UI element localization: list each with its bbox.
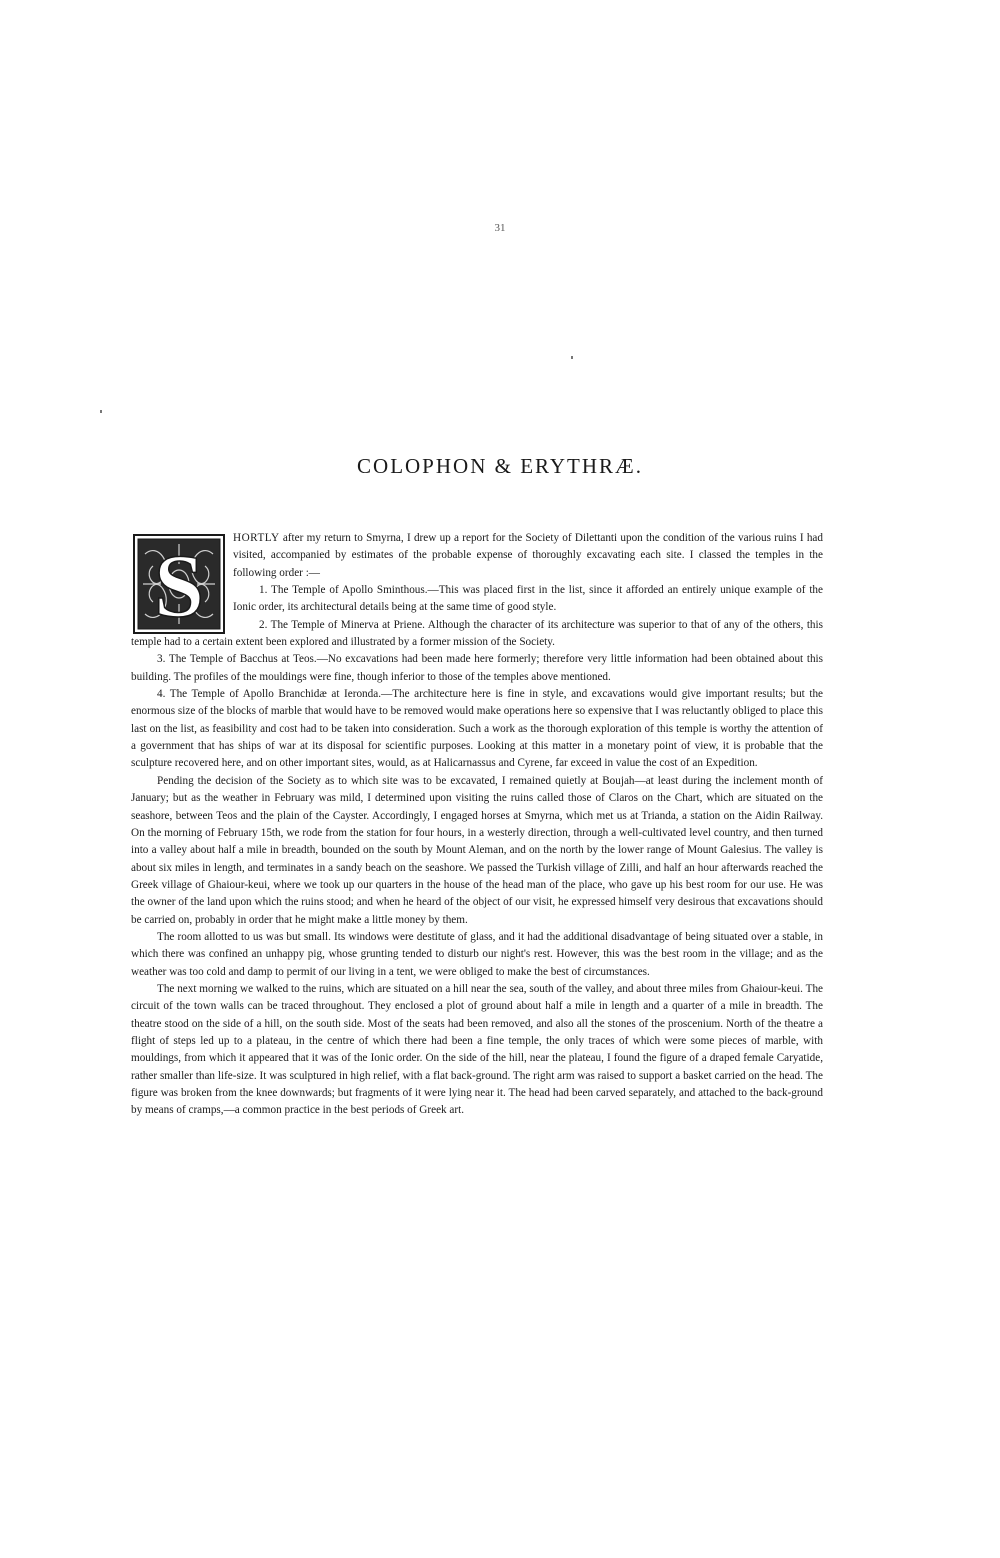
print-speck [100, 410, 102, 413]
ornamental-drop-cap-icon [133, 534, 225, 634]
drop-cap-letter: S [153, 537, 205, 634]
paragraph-item-4: 4. The Temple of Apollo Branchidæ at Ieronda.—The architecture here is fine in style, and excavations would give important results; but the enormous size of the blocks of marble that would have to be removed would make operations here so expensive that I was reluctantly obliged to place this last on the list, as feasibility and cost had to be taken into consideration. Such a work as the thorough exploration of this temple is worthy the attention of a government that has ships of war at its disposal for scientific purposes. Looking at this matter in a monetary point of view, it is probable that the sculpture recovered here, and on other important sites, would, as at Halicarnassus and Cyrene, far exceed in value the cost of an Expedition. [131, 688, 823, 770]
lead-word: HORTLY [233, 532, 280, 544]
paragraph-journey: Pending the decision of the Society as to which site was to be excavated, I remained quietly at Boujah—at least during the inclement month of January; but as the weather in February was mild, I determined upon visiting the ruins called those of Claros on the Chart, which are situated on the seashore, between Teos and the plain of the Cayster. Accordingly, I engaged horses at Smyrna, which met us at Trianda, a station on the Aidin Railway. On the morning of February 15th, we rode from the station for four hours, in a westerly direction, through a well-cultivated level country, and then turned into a valley about half a mile in breadth, bounded on the south by Mount Aleman, and on the north by the lower range of Mount Galesius. The valley is about six miles in length, and terminates in a sandy beach on the seashore. We passed the Turkish village of Zilli, and half an hour afterwards reached the Greek village of Ghaiour-keui, where we took up our quarters in the house of the head man of the place, who gave up his best room for our use. He was the owner of the land upon which the ruins stood; and when he heard of the object of our visit, he expressed himself very desirous that excavations should be carried on, probably in order that he might make a little money by them. [131, 774, 823, 926]
page-number: 31 [494, 222, 506, 234]
paragraph-intro [131, 530, 823, 582]
paragraph-item-1: 1. The Temple of Apollo Sminthous.—This was placed first in the list, since it afforded an entirely unique example of the Ionic order, its architectural details being at the same time of good style. [233, 584, 823, 614]
chapter-title: COLOPHON & ERYTHRÆ. [357, 454, 643, 478]
paragraph-item-2: 2. The Temple of Minerva at Priene. Although the character of its architecture was superior to that of any of the others, this temple had to a certain extent been explored and illustrated by a former mission of the Society. [131, 618, 823, 649]
paragraph-room: The room allotted to us was but small. Its windows were destitute of glass, and it had the additional disadvantage of being situated over a stable, in which there was confined an unhappy pig, whose grunting tended to disturb our night's rest. However, this was the best room in the village; and as the weather was too cold and damp to permit of our living in a tent, we were obliged to make the best of circumstances. [131, 930, 823, 978]
paragraph-item-3: 3. The Temple of Bacchus at Teos.—No excavations had been made here formerly; therefore very little information had been obtained about this building. The profiles of the mouldings were fine, though inferior to those of the temples above mentioned. [131, 653, 823, 683]
body-text [131, 530, 823, 1120]
paragraph-ruins: The next morning we walked to the ruins, which are situated on a hill near the sea, south of the valley, and about three miles from Ghaiour-keui. The circuit of the town walls can be traced throughout. They enclosed a plot of ground about half a mile in length and a quarter of a mile in breadth. The theatre stood on the side of a hill, on the south side. Most of the seats had been removed, and also all the stones of the proscenium. North of the theatre a flight of steps led up to a plateau, in the centre of which there had been a fine temple, the only traces of which were some pieces of marble, with mouldings, from which it appeared that it was of the Ionic order. On the side of the hill, near the plateau, I found the figure of a draped female Caryatide, rather smaller than life-size. It was sculptured in high relief, with a flat back-ground. The right arm was raised to support a basket carried on the head. The figure was broken from the knee downwards; but fragments of it were lying near it. The head had been carved separately, and attached to the back-ground by means of cramps,—a common practice in the best periods of Greek art. [131, 982, 823, 1117]
paragraph-text: after my return to Smyrna, I drew up a report for the Society of Dilettanti upon the condition of the various ruins I had visited, accompanied by estimates of the probable expense of thoroughly excavating each site. I classed the temples in the following order :— [233, 532, 823, 579]
print-speck [571, 356, 573, 359]
